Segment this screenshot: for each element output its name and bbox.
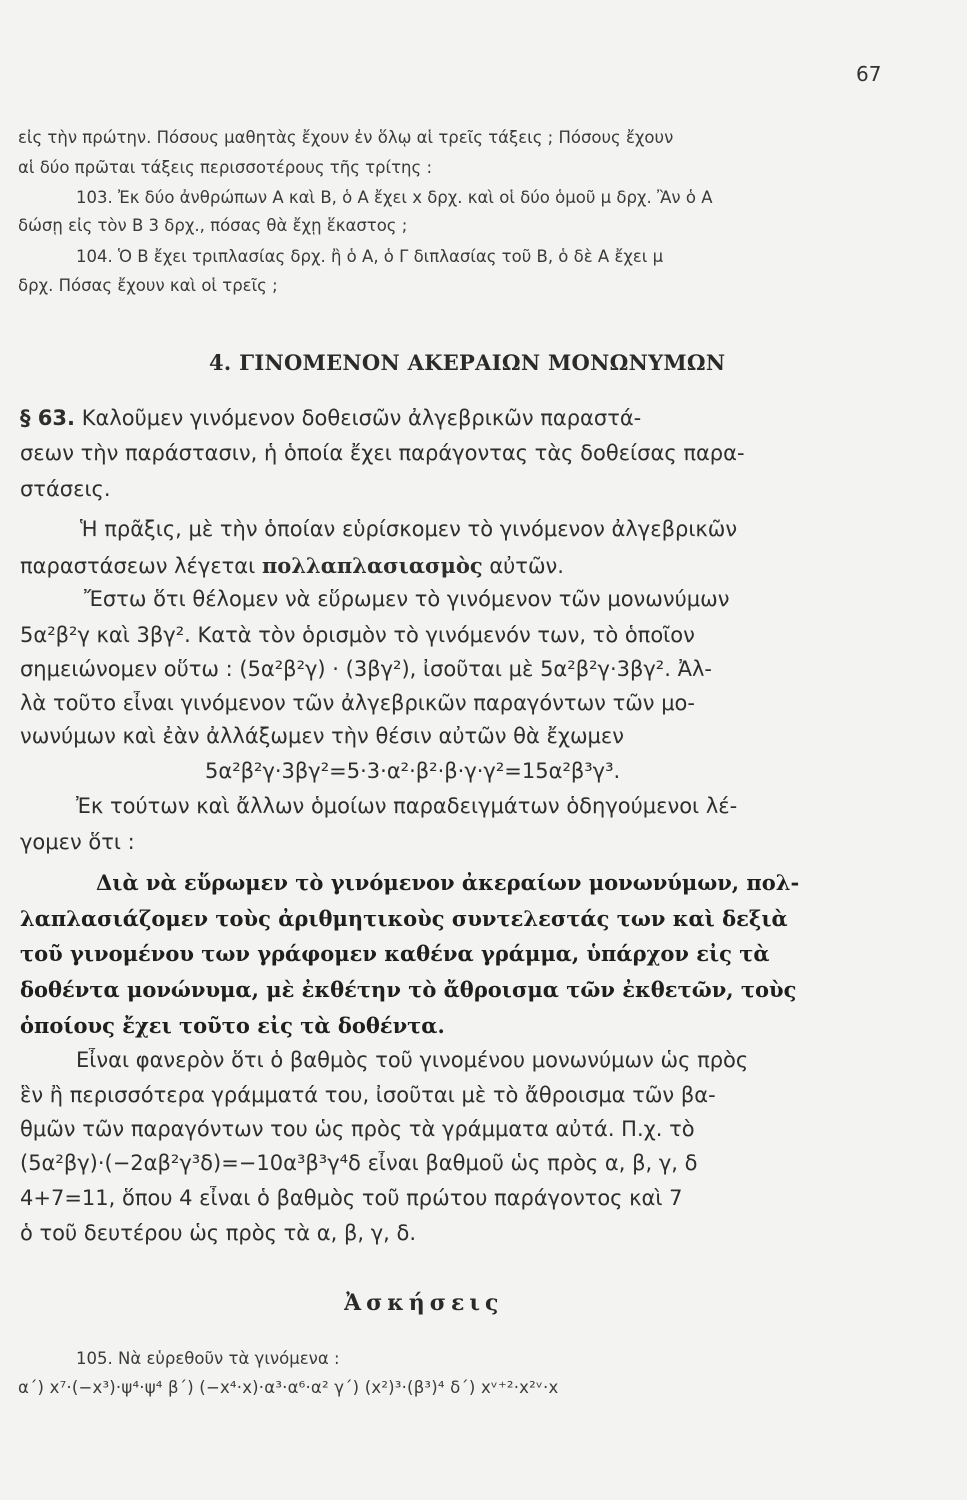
exercise-105-items: α΄) x⁷·(−x³)·ψ⁴·ψ⁴ β΄) (−x⁴·x)·α³·α⁶·α² γ΄) (x²)³·(β³)⁴ δ΄) xᵛ⁺²·x²ᵛ·x bbox=[18, 1378, 559, 1397]
paragraph-63-line bbox=[20, 406, 641, 430]
degree-line: θμῶν τῶν παραγόντων του ὡς πρὸς τὰ γράμματα αὐτά. Π.χ. τὸ bbox=[20, 1117, 695, 1141]
rule-line: τοῦ γινομένου των γράφομεν καθένα γράμμα, ὑπάρχον εἰς τὰ bbox=[20, 941, 770, 966]
rule-line: δοθέντα μονώνυμα, μὲ ἐκθέτην τὸ ἄθροισμα τῶν ἐκθετῶν, τοὺς bbox=[20, 977, 797, 1002]
definition-text: Καλοῦμεν γινόμενον δοθεισῶν ἀλγεβρικῶν παραστά- bbox=[81, 406, 642, 430]
degree-line: Εἶναι φανερὸν ὅτι ὁ βαθμὸς τοῦ γινομένου μονωνύμων ὡς πρὸς bbox=[76, 1048, 749, 1072]
lead-line: Ἐκ τούτων καὶ ἄλλων ὁμοίων παραδειγμάτων ὁδηγούμενοι λέ- bbox=[76, 794, 738, 818]
praxis-line: Ἡ πρᾶξις, μὲ τὴν ὁποίαν εὑρίσκομεν τὸ γινόμενον ἀλγεβρικῶν bbox=[80, 517, 738, 541]
paragraph-63-line: σεων τὴν παράστασιν, ἡ ὁποία ἔχει παράγοντας τὰς δοθείσας παρα- bbox=[20, 441, 745, 465]
example-line: 5α²β²γ καὶ 3βγ². Κατὰ τὸν ὁρισμὸν τὸ γινόμενόν των, τὸ ὁποῖον bbox=[20, 623, 695, 647]
page-number: 67 bbox=[856, 62, 882, 86]
exercise-103: 103. Ἐκ δύο ἀνθρώπων Α καὶ Β, ὁ Α ἔχει x δρχ. καὶ οἱ δύο ὁμοῦ μ δρχ. Ἂν ὁ Α bbox=[76, 188, 713, 207]
degree-line: ὁ τοῦ δευτέρου ὡς πρὸς τὰ α, β, γ, δ. bbox=[20, 1221, 417, 1245]
example-line: λὰ τοῦτο εἶναι γινόμενον τῶν ἀλγεβρικῶν παραγόντων τῶν μο- bbox=[20, 691, 695, 715]
praxis-text: παραστάσεων λέγεται bbox=[20, 554, 262, 578]
exercise-105-intro: 105. Νὰ εὑρεθοῦν τὰ γινόμενα : bbox=[76, 1349, 340, 1368]
degree-line: ἓν ἢ περισσότερα γράμματά του, ἰσοῦται μὲ τὸ ἄθροισμα τῶν βα- bbox=[20, 1083, 716, 1107]
lead-line: γομεν ὅτι : bbox=[20, 830, 135, 854]
rule-line: λαπλασιάζομεν τοὺς ἀριθμητικοὺς συντελεστάς των καὶ δεξιὰ bbox=[20, 906, 788, 931]
praxis-line bbox=[20, 553, 564, 578]
rule-line: ὁποίους ἔχει τοῦτο εἰς τὰ δοθέντα. bbox=[20, 1013, 445, 1038]
exercise-104: 104. Ὁ Β ἔχει τριπλασίας δρχ. ἢ ὁ Α, ὁ Γ διπλασίας τοῦ Β, ὁ δὲ Α ἔχει μ bbox=[76, 247, 664, 266]
term-multiplication: πολλαπλασιασμὸς bbox=[261, 553, 483, 578]
exercise-text-line: αἱ δύο πρῶται τάξεις περισσοτέρους τῆς τρίτης : bbox=[18, 158, 432, 177]
exercise-text-line: δώσῃ εἰς τὸν Β 3 δρχ., πόσας θὰ ἔχῃ ἕκαστος ; bbox=[18, 216, 408, 235]
formula: 5α²β²γ·3βγ²=5·3·α²·β²·β·γ·γ²=15α²β³γ³. bbox=[205, 759, 621, 783]
degree-line: (5α²βγ)·(−2αβ²γ³δ)=−10α³β³γ⁴δ εἶναι βαθμοῦ ὡς πρὸς α, β, γ, δ bbox=[20, 1151, 698, 1175]
exercise-text-line: εἰς τὴν πρώτην. Πόσους μαθητὰς ἔχουν ἐν ὅλῳ αἱ τρεῖς τάξεις ; Πόσους ἔχουν bbox=[18, 128, 674, 147]
exercises-heading: Ἀσκήσεις bbox=[344, 1290, 504, 1316]
section-label: § 63. bbox=[20, 406, 76, 430]
example-line: νωνύμων καὶ ἐὰν ἀλλάξωμεν τὴν θέσιν αὐτῶν θὰ ἔχωμεν bbox=[20, 724, 624, 748]
example-line: Ἔστω ὅτι θέλομεν νὰ εὕρωμεν τὸ γινόμενον τῶν μονωνύμων bbox=[84, 587, 730, 611]
exercise-text-line: δρχ. Πόσας ἔχουν καὶ οἱ τρεῖς ; bbox=[18, 276, 278, 295]
degree-line: 4+7=11, ὅπου 4 εἶναι ὁ βαθμὸς τοῦ πρώτου παράγοντος καὶ 7 bbox=[20, 1186, 683, 1210]
paragraph-63-line: στάσεις. bbox=[20, 477, 111, 501]
example-line: σημειώνομεν οὕτω : (5α²β²γ) · (3βγ²), ἰσοῦται μὲ 5α²β²γ·3βγ². Ἀλ- bbox=[20, 657, 712, 681]
praxis-text: αὐτῶν. bbox=[482, 554, 564, 578]
section-title: 4. ΓΙΝΟΜΕΝΟΝ ΑΚΕΡΑΙΩΝ ΜΟΝΩΝΥΜΩΝ bbox=[209, 350, 726, 375]
rule-line: Διὰ νὰ εὕρωμεν τὸ γινόμενον ἀκεραίων μονωνύμων, πολ- bbox=[96, 870, 800, 895]
